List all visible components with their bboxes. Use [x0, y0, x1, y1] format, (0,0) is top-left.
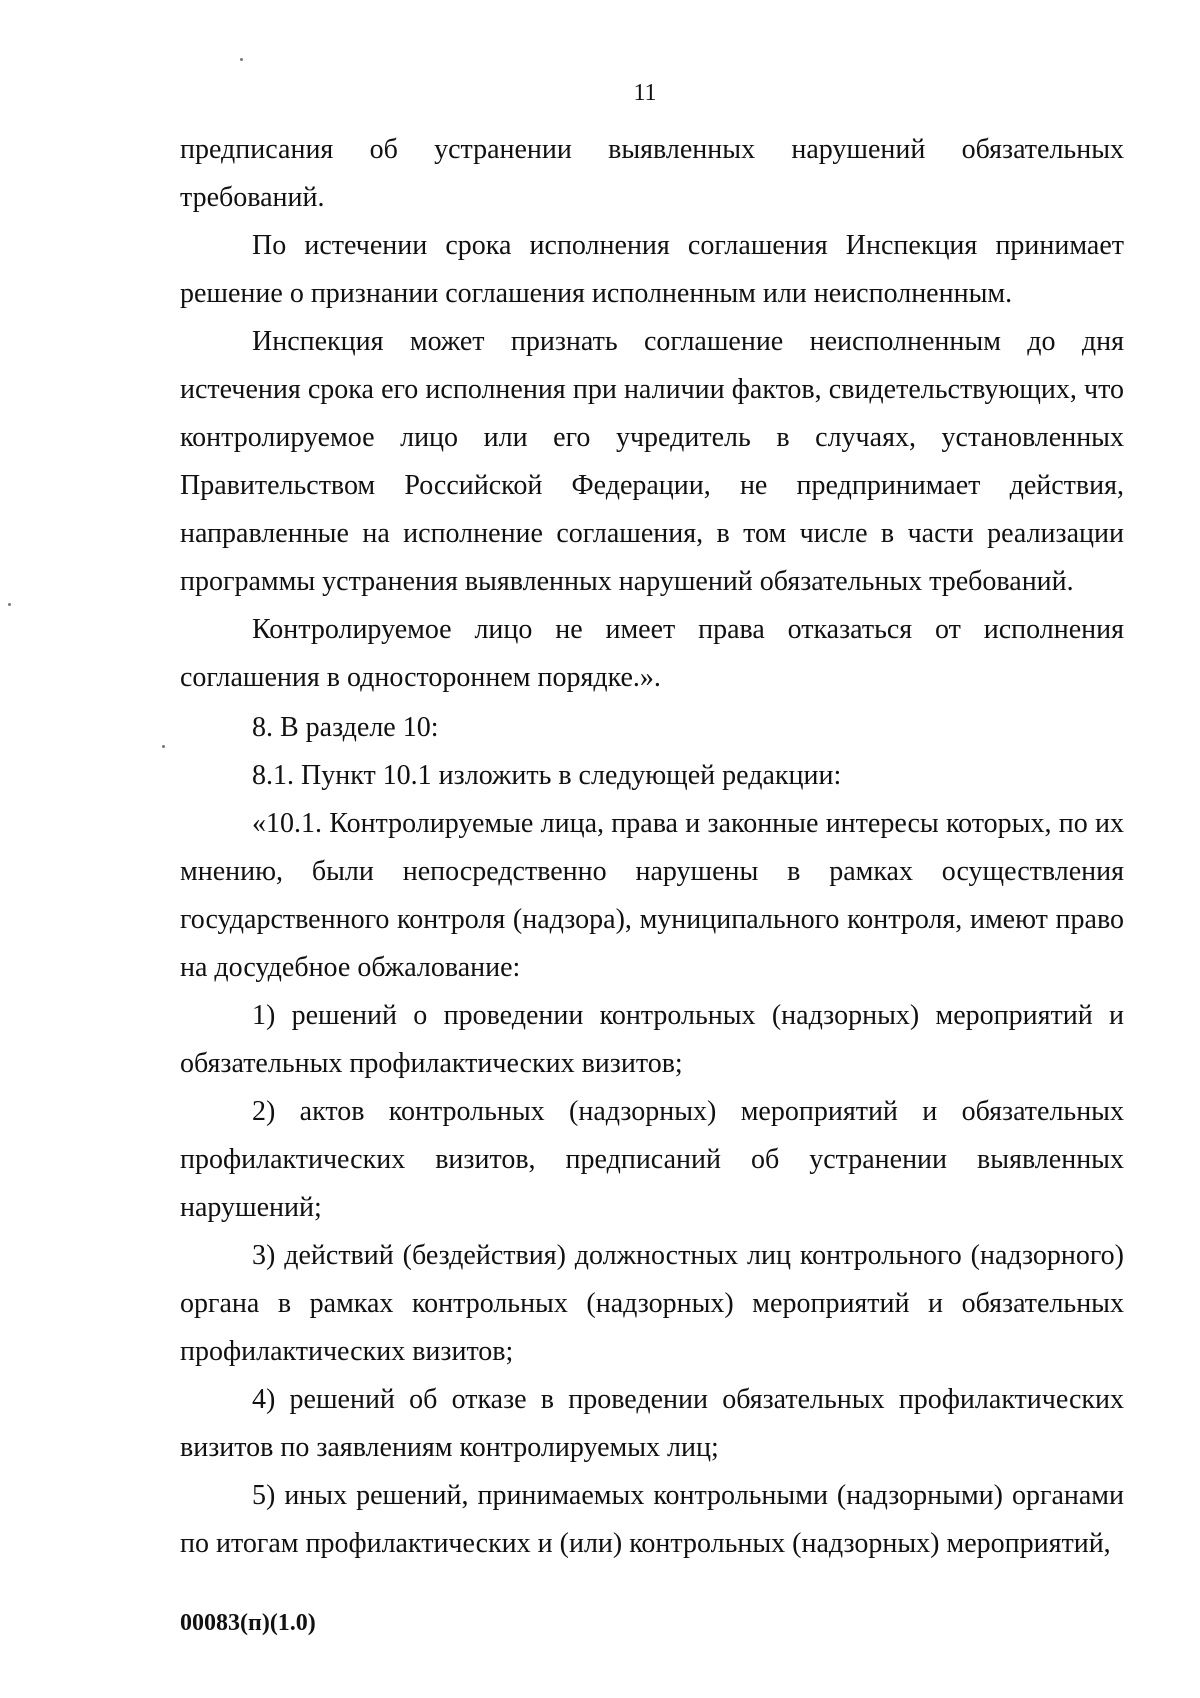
scan-speck [162, 745, 165, 748]
paragraph-item-10-1: «10.1. Контролируемые лица, права и законные интересы которых, по их мнению, были непосредственно нарушены в рамках осуществления государственного контроля (надзора), муниципального контроля, имеют право на досудебное обжалование: [180, 808, 1124, 983]
list-item-2: 2) актов контрольных (надзорных) мероприятий и обязательных профилактических визитов, предписаний об устранении выявленных нарушений; [180, 1096, 1124, 1223]
paragraph-section-10: 8. В разделе 10: [252, 712, 439, 743]
page-number: 11 [633, 80, 657, 106]
list-item-4: 4) решений об отказе в проведении обязательных профилактических визитов по заявлениям контролируемых лиц; [180, 1384, 1124, 1463]
paragraph-agreement-not-fulfilled: Инспекция может признать соглашение неисполненным до дня истечения срока его исполнения при наличии фактов, свидетельствующих, что контролируемое лицо или его учредитель в случаях, установленных Правительством Российской Федерации, не предпринимает действия, направленные на исполнение соглашения, в том числе в части реализации программы устранения выявленных нарушений обязательных требований. [180, 326, 1124, 597]
paragraph-continuation: предписания об устранении выявленных нарушений обязательных требований. [180, 134, 1124, 213]
list-item-3: 3) действий (бездействия) должностных лиц контрольного (надзорного) органа в рамках контрольных (надзорных) мероприятий и обязательных профилактических визитов; [180, 1240, 1124, 1367]
list-item-1: 1) решений о проведении контрольных (надзорных) мероприятий и обязательных профилактических визитов; [180, 1000, 1124, 1079]
document-footer-code: 00083(п)(1.0) [180, 1610, 316, 1636]
list-item-5: 5) иных решений, принимаемых контрольными (надзорными) органами по итогам профилактических и (или) контрольных (надзорных) мероприятий, [180, 1480, 1124, 1559]
document-body [180, 126, 1124, 1568]
scan-speck [8, 603, 11, 606]
paragraph-item-8-1: 8.1. Пункт 10.1 изложить в следующей редакции: [252, 760, 842, 791]
scan-speck [240, 58, 243, 61]
paragraph-controlled-person-rights: Контролируемое лицо не имеет права отказаться от исполнения соглашения в одностороннем порядке.». [180, 614, 1124, 693]
paragraph-agreement-result: По истечении срока исполнения соглашения Инспекция принимает решение о признании соглашения исполненным или неисполненным. [180, 230, 1124, 309]
